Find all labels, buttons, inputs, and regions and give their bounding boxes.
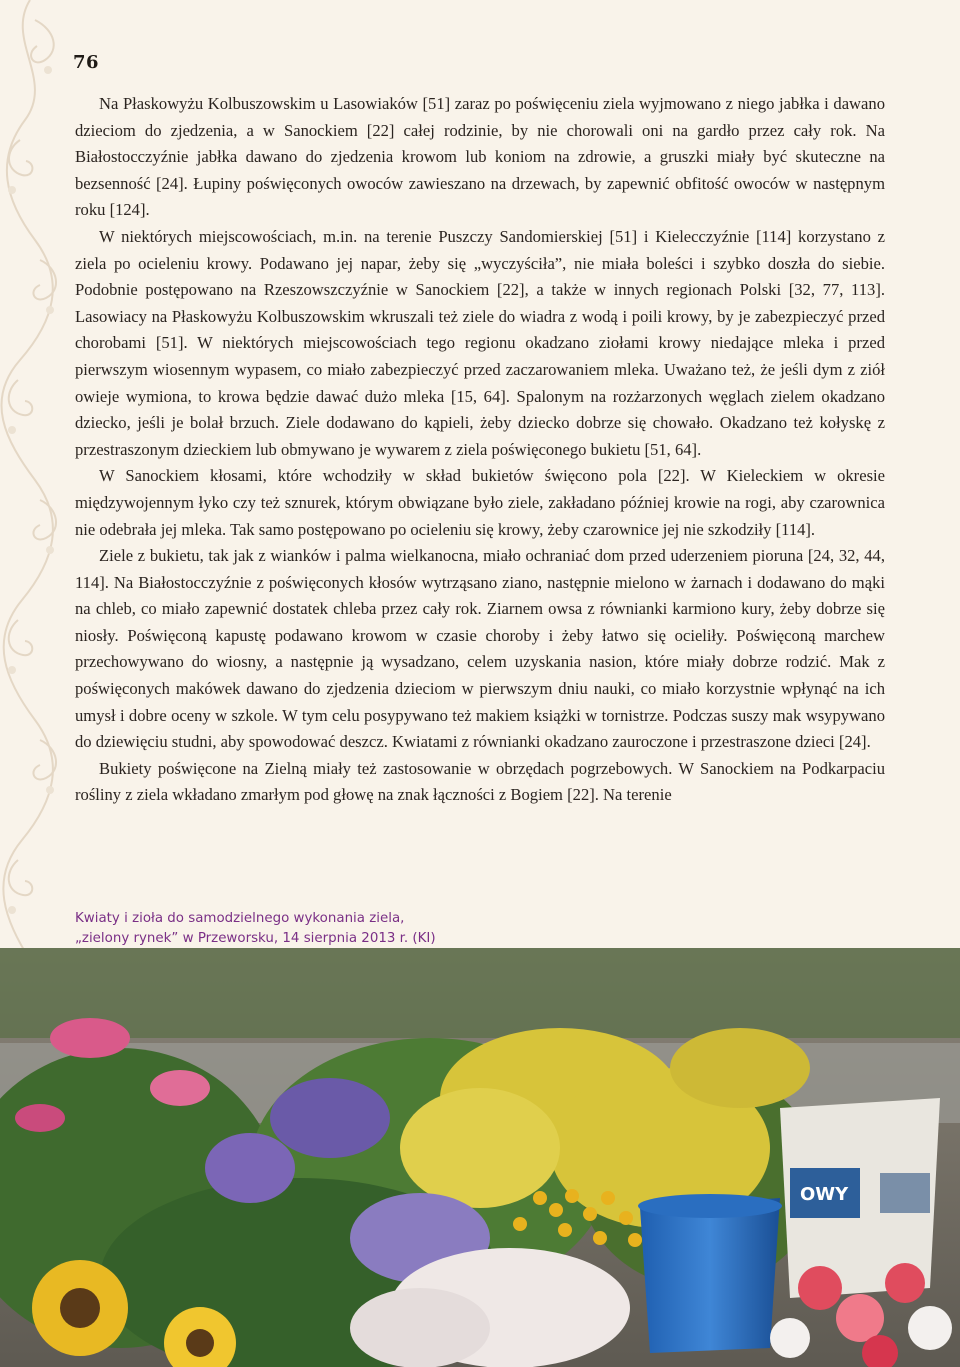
caption-line: Kwiaty i zioła do samodzielnego wykonania ziela, bbox=[75, 911, 405, 926]
blue-bucket bbox=[638, 1194, 782, 1353]
paragraph: Bukiety poświęcone na Zielną miały też zastosowanie w obrzędach pogrzebowych. W Sanockiem na Podkarpaciu rośliny z ziela wkładano zmarłym pod głowę na znak łączności z Bogiem [22]. Na terenie bbox=[75, 758, 885, 805]
page-number: 76 bbox=[73, 52, 100, 73]
flower-market-photo bbox=[0, 948, 960, 1367]
paragraph: Ziele z bukietu, tak jak z wianków i palma wielkanocna, miało ochraniać dom przed uderzeniem pioruna [24, 32, 44, 114]. Na Białostocczyźnie z poświęconych kłosów wytrząsano ziano, następnie mielono w żarnach i dodawano do mąki na chleb, co miało zapewnić dostatek chleba przez cały rok. Ziarnem owsa z równianki karmiono kury, żeby dobrze się niosły. Poświęconą kapustę podawano krowom w czasie choroby i żeby łatwo się ocieliły. Poświęconą marchew przechowywano do wiosny, a następnie ją wysadzano, celem uzyskania nasion, które miały dobrze rodzić. Mak z poświęconych makówek dawano do zjedzenia dzieciom w pierwszym dniu nauki, co miało korzystnie wpłynąć na ich umysł i dobre oceny w szkole. W tym celu posypywano też makiem książki w tornistrze. Podczas suszy mak wsypywano do dziewięciu studni, aby spowodować deszcz. Kwiatami z równianki okadzano zauroczone i przestraszone dzieci [24]. bbox=[75, 546, 885, 752]
paragraph: W niektórych miejscowościach, m.in. na terenie Puszczy Sandomierskiej [51] i Kielecczyźnie [114] korzystano z ziela po ocieleniu krowy. Podawano jej napar, żeby się „wyczyściła”, nie miała boleści i szybko doszła do siebie. Podobnie postępowano na Rzeszowszczyźnie w Sanockiem [22], a także w innych regionach Polski [32, 77, 113]. Lasowiacy na Płaskowyżu Kolbuszowskim wkruszali też ziele do wiadra z wodą i poili krowy, by je zabezpieczyć przed chorobami [51]. W niektórych miejscowościach tego regionu okadzano ziołami krowy niedające mleka i przed pierwszym wiosennym wypasem, co miało zabezpieczyć przed zaczarowaniem mleka. Uważano też, że jeśli dym z ziół owieje wymiona, to krowa będzie dawać dużo mleka [15, 64]. Spalonym na rozżarzonych węglach zielem okadzano dziecko, jeśli je bolał brzuch. Ziele dodawano do kąpieli, żeby dziecko dobrze się chowało. Okadzano też kołyskę z przestraszonym dzieckiem lub obmywano je wywarem z ziela poświęconego bukietu [51, 64]. bbox=[75, 226, 885, 459]
body-text bbox=[75, 91, 885, 809]
photo-caption bbox=[75, 909, 575, 949]
decorative-floral-border bbox=[0, 0, 70, 960]
background-foliage bbox=[0, 948, 960, 1038]
paragraph: Na Płaskowyżu Kolbuszowskim u Lasowiaków [51] zaraz po poświęceniu ziela wyjmowano z niego jabłka i dawano dzieciom do zjedzenia, a w Sanockiem [22] całej rodzinie, by nie chorowali oni na gardło przez cały rok. Na Białostocczyźnie jabłka dawano do zjedzenia krowom lub koniom na zdrowie, a gruszki miały być skuteczne na bezsenność [24]. Łupiny poświęconych owoców zawieszano na drzewach, by zapewnić obfitość owoców w następnym roku [124]. bbox=[75, 94, 885, 220]
paragraph: W Sanockiem kłosami, które wchodziły w skład bukietów święcono pola [22]. W Kieleckiem w okresie międzywojennym łyko czy też sznurek, którym obwiązane było ziele, zakładano później krowie na rogi, aby czarownica nie odebrała jej mleka. Tak samo postępowano po ocieleniu się krowy, żeby czarownice jej nie szkodziły [114]. bbox=[75, 466, 885, 539]
caption-line: „zielony rynek” w Przeworsku, 14 sierpnia 2013 r. (KI) bbox=[75, 931, 436, 946]
bucket-label: OWY bbox=[800, 1184, 849, 1205]
